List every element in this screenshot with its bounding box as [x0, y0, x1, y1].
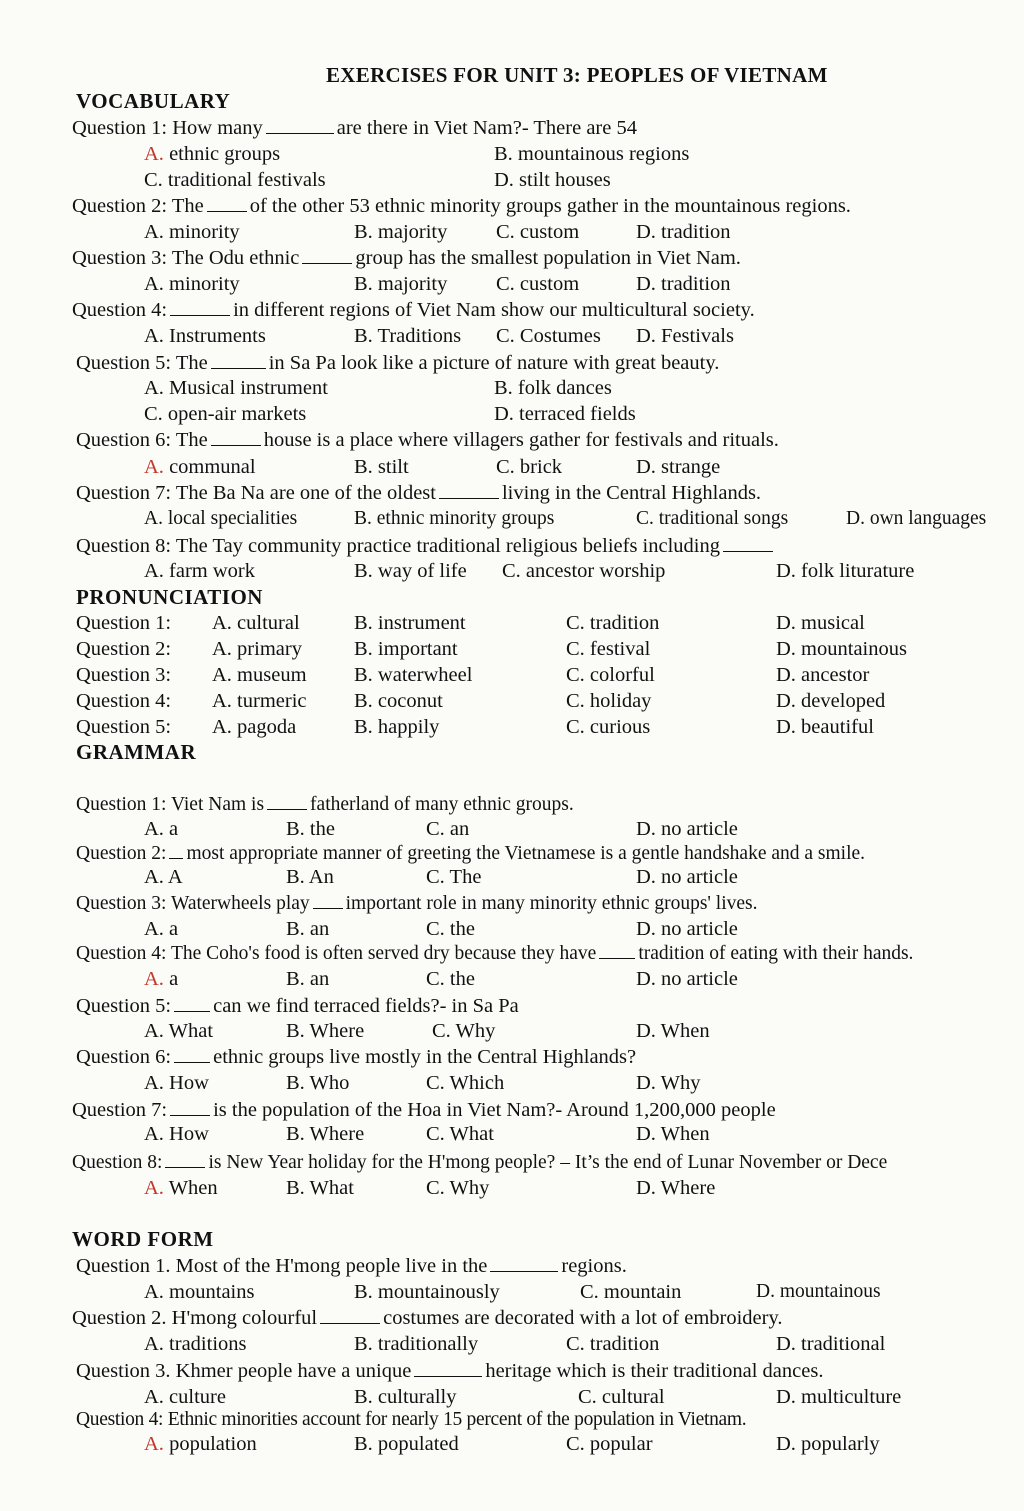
option-a[interactable]: A. minority: [144, 273, 240, 295]
section-vocabulary-heading: VOCABULARY: [76, 89, 231, 113]
option-b[interactable]: B. an: [286, 918, 330, 940]
question-text: Question 1: Viet Nam is fatherland of many ethnic groups.: [76, 791, 574, 818]
answer-blank[interactable]: [211, 350, 266, 369]
gram-q6: [0, 1044, 1024, 1070]
wf-q4-options: [0, 1431, 1024, 1457]
section-line: [0, 739, 1024, 765]
option-d[interactable]: D. strange: [636, 456, 721, 478]
answer-blank[interactable]: [599, 940, 635, 959]
wf-q4: [0, 1407, 1024, 1433]
question-text: Question 8: is New Year holiday for the H'mong people? – It’s the end of Lunar November or Dece: [72, 1149, 887, 1176]
answer-blank[interactable]: [267, 791, 307, 810]
option-d[interactable]: D. terraced fields: [494, 403, 636, 425]
option-b[interactable]: B. Where: [286, 1123, 365, 1145]
gram-q4-options: [0, 966, 1024, 992]
option-a[interactable]: A. a: [144, 918, 179, 940]
option-d[interactable]: D. no article: [636, 818, 738, 840]
vocab-q1-options-row1: [0, 141, 1024, 167]
option-c[interactable]: C. an: [426, 818, 470, 840]
question-text: Question 7: is the population of the Hoa in Viet Nam?- Around 1,200,000 people: [72, 1099, 776, 1121]
section-line: [0, 584, 1024, 610]
option-b[interactable]: B. instrument: [354, 612, 466, 634]
option-b[interactable]: B. culturally: [354, 1386, 457, 1408]
option-b[interactable]: B. happily: [354, 716, 440, 738]
answer-blank[interactable]: [302, 245, 352, 264]
option-c[interactable]: C. Which: [426, 1072, 505, 1094]
vocab-q6: [0, 427, 1024, 453]
question-text: Question 5: can we find terraced fields?- in Sa Pa: [76, 995, 519, 1017]
question-label: Question 2:: [76, 638, 172, 660]
option-a[interactable]: A. When: [144, 1177, 218, 1199]
option-a[interactable]: A. primary: [212, 638, 302, 660]
option-c[interactable]: C. tradition: [566, 1333, 660, 1355]
vocab-q5-options-row1: [0, 375, 1024, 401]
option-a[interactable]: A. cultural: [212, 612, 300, 634]
option-c[interactable]: C. the: [426, 918, 475, 940]
option-d[interactable]: D. own languages: [846, 508, 987, 529]
option-c[interactable]: C. What: [426, 1123, 494, 1145]
question-text: Question 2. H'mong colourful costumes are decorated with a lot of embroidery.: [72, 1307, 783, 1329]
question-label: Question 4:: [76, 690, 172, 712]
question-label: Question 5:: [76, 716, 172, 738]
vocab-q3: [0, 245, 1024, 271]
option-b[interactable]: B. majority: [354, 221, 448, 243]
wf-q1-options: [0, 1279, 1024, 1305]
question-text: Question 7: The Ba Na are one of the oldest living in the Central Highlands.: [76, 482, 762, 504]
option-c[interactable]: C. popular: [566, 1433, 653, 1455]
option-c[interactable]: C. colorful: [566, 664, 655, 686]
answer-blank[interactable]: [313, 890, 343, 909]
vocab-q5: [0, 350, 1024, 376]
pron-q2: [0, 636, 1024, 662]
answer-blank[interactable]: [266, 115, 334, 134]
section-line: [0, 1226, 1024, 1252]
gram-q7-options: [0, 1121, 1024, 1147]
option-b[interactable]: B. majority: [354, 273, 448, 295]
answer-blank[interactable]: [169, 840, 183, 859]
option-a[interactable]: A. How: [144, 1072, 209, 1094]
section-pronunciation-heading: PRONUNCIATION: [76, 585, 263, 609]
option-d[interactable]: D. no article: [636, 968, 738, 990]
option-d[interactable]: D. stilt houses: [494, 169, 611, 191]
option-c[interactable]: C. curious: [566, 716, 651, 738]
option-c[interactable]: C. mountain: [580, 1281, 682, 1303]
option-a[interactable]: A. local specialities: [144, 508, 298, 529]
answer-mark: A.: [144, 456, 164, 478]
option-c[interactable]: C. traditional songs: [636, 508, 789, 529]
vocab-q1: [0, 115, 1024, 141]
option-b[interactable]: B. Traditions: [354, 325, 462, 347]
vocab-q2-options: [0, 219, 1024, 245]
gram-q6-options: [0, 1070, 1024, 1096]
pron-q4: [0, 688, 1024, 714]
option-c[interactable]: C. holiday: [566, 690, 652, 712]
option-a[interactable]: A. population: [144, 1433, 257, 1455]
pron-q1: [0, 610, 1024, 636]
option-a[interactable]: A. museum: [212, 664, 307, 686]
option-a[interactable]: A. culture: [144, 1386, 226, 1408]
gram-q4: [0, 940, 1024, 966]
question-text: Question 1. Most of the H'mong people live in the regions.: [76, 1255, 627, 1277]
option-d[interactable]: D. mountainous: [776, 638, 907, 660]
gram-q5: [0, 993, 1024, 1019]
question-text: Question 4: in different regions of Viet Nam show our multicultural society.: [72, 299, 755, 321]
option-d[interactable]: D. Why: [636, 1072, 701, 1094]
answer-blank[interactable]: [439, 480, 499, 499]
question-text: Question 5: The in Sa Pa look like a picture of nature with great beauty.: [76, 352, 720, 374]
option-c[interactable]: C. the: [426, 968, 475, 990]
option-c[interactable]: C. cultural: [578, 1386, 665, 1408]
option-b[interactable]: B. An: [286, 866, 334, 888]
option-a[interactable]: A. mountains: [144, 1281, 255, 1303]
answer-blank[interactable]: [320, 1305, 380, 1324]
option-c[interactable]: C. festival: [566, 638, 651, 660]
question-text: Question 3. Khmer people have a unique heritage which is their traditional dances.: [76, 1360, 824, 1382]
option-d[interactable]: D. popularly: [776, 1433, 880, 1455]
wf-q1: [0, 1253, 1024, 1279]
answer-blank[interactable]: [723, 533, 773, 552]
wf-q2-options: [0, 1331, 1024, 1357]
option-b[interactable]: B. Who: [286, 1072, 350, 1094]
gram-q8-options: [0, 1175, 1024, 1201]
option-c[interactable]: C. brick: [496, 456, 563, 478]
answer-blank[interactable]: [414, 1358, 482, 1377]
option-d[interactable]: D. musical: [776, 612, 865, 634]
option-d[interactable]: D. folk liturature: [776, 560, 915, 582]
option-c[interactable]: C. custom: [496, 273, 580, 295]
option-d[interactable]: D. Festivals: [636, 325, 734, 347]
option-d[interactable]: D. Where: [636, 1177, 716, 1199]
option-d[interactable]: D. When: [636, 1123, 710, 1145]
gram-q8: [0, 1149, 1024, 1175]
option-d[interactable]: D. tradition: [636, 221, 731, 243]
option-a[interactable]: A. a: [144, 818, 179, 840]
option-d[interactable]: D. tradition: [636, 273, 731, 295]
title-line: [0, 62, 1024, 88]
option-b[interactable]: B. way of life: [354, 560, 467, 582]
question-text: Question 4: Ethnic minorities account for nearly 15 percent of the population in Vietnam.: [76, 1409, 747, 1430]
answer-blank[interactable]: [170, 297, 230, 316]
option-a[interactable]: A. turmeric: [212, 690, 307, 712]
option-a[interactable]: A. What: [144, 1020, 214, 1042]
answer-mark: A.: [144, 968, 164, 990]
question-text: Question 2: The of the other 53 ethnic minority groups gather in the mountainous regions.: [72, 195, 851, 217]
option-c[interactable]: C. The: [426, 866, 482, 888]
answer-blank[interactable]: [490, 1253, 558, 1272]
option-a[interactable]: A. farm work: [144, 560, 256, 582]
vocab-q1-options-row2: [0, 167, 1024, 193]
option-c[interactable]: C. Costumes: [496, 325, 601, 347]
option-a[interactable]: A. How: [144, 1123, 209, 1145]
option-b[interactable]: B. traditionally: [354, 1333, 479, 1355]
section-word-form-heading: WORD FORM: [72, 1227, 214, 1251]
option-b[interactable]: B. Where: [286, 1020, 365, 1042]
gram-q7: [0, 1097, 1024, 1123]
wf-q3: [0, 1358, 1024, 1384]
option-a[interactable]: A. A: [144, 866, 183, 888]
pron-q5: [0, 714, 1024, 740]
option-b[interactable]: B. stilt: [354, 456, 409, 478]
option-c[interactable]: C. open-air markets: [144, 403, 307, 425]
question-text: Question 3: The Odu ethnic group has the smallest population in Viet Nam.: [72, 247, 741, 269]
answer-blank[interactable]: [170, 1097, 210, 1116]
option-b[interactable]: B. waterwheel: [354, 664, 473, 686]
gram-q1-options: [0, 816, 1024, 842]
option-c[interactable]: C. traditional festivals: [144, 169, 326, 191]
option-d[interactable]: D. When: [636, 1020, 710, 1042]
option-b[interactable]: B. the: [286, 818, 335, 840]
option-d[interactable]: D. traditional: [776, 1333, 886, 1355]
option-a[interactable]: A. minority: [144, 221, 240, 243]
option-a[interactable]: A. communal: [144, 456, 256, 478]
pron-q3: [0, 662, 1024, 688]
answer-blank[interactable]: [207, 193, 247, 212]
option-a[interactable]: A. pagoda: [212, 716, 297, 738]
option-d[interactable]: D. ancestor: [776, 664, 870, 686]
option-c[interactable]: C. tradition: [566, 612, 660, 634]
option-a[interactable]: A. Musical instrument: [144, 377, 328, 399]
vocab-q8: [0, 533, 1024, 559]
vocab-q5-options-row2: [0, 401, 1024, 427]
gram-q3-options: [0, 916, 1024, 942]
vocab-q7-options: [0, 506, 1024, 532]
option-b[interactable]: B. populated: [354, 1433, 459, 1455]
answer-blank[interactable]: [174, 1044, 210, 1063]
option-a[interactable]: A. traditions: [144, 1333, 247, 1355]
option-d[interactable]: D. multiculture: [776, 1386, 902, 1408]
vocab-q3-options: [0, 271, 1024, 297]
answer-blank[interactable]: [165, 1149, 205, 1168]
question-text: Question 3: Waterwheels play important role in many minority ethnic groups' lives.: [76, 890, 758, 917]
option-c[interactable]: C. Why: [432, 1020, 496, 1042]
answer-mark: A.: [144, 1177, 164, 1199]
option-a[interactable]: A. Instruments: [144, 325, 266, 347]
option-b[interactable]: B. important: [354, 638, 458, 660]
gram-q5-options: [0, 1018, 1024, 1044]
option-d[interactable]: D. developed: [776, 690, 886, 712]
answer-blank[interactable]: [211, 427, 261, 446]
answer-blank[interactable]: [174, 993, 210, 1012]
option-b[interactable]: B. folk dances: [494, 377, 612, 399]
question-label: Question 1:: [76, 612, 172, 634]
gram-q2: [0, 840, 1024, 866]
vocab-q6-options: [0, 454, 1024, 480]
option-b[interactable]: B. mountainous regions: [494, 143, 690, 165]
vocab-q7: [0, 480, 1024, 506]
option-b[interactable]: B. mountainously: [354, 1281, 500, 1303]
option-d[interactable]: D. beautiful: [776, 716, 874, 738]
option-a[interactable]: A. a: [144, 968, 179, 990]
section-line: [0, 88, 1024, 114]
option-b[interactable]: B. coconut: [354, 690, 443, 712]
gram-q1: [0, 791, 1024, 817]
option-d[interactable]: D. no article: [636, 866, 738, 888]
option-c[interactable]: C. ancestor worship: [502, 560, 666, 582]
question-text: Question 2: most appropriate manner of greeting the Vietnamese is a gentle handshake and a smile.: [76, 840, 865, 867]
option-d[interactable]: D. mountainous: [756, 1281, 881, 1302]
vocab-q2: [0, 193, 1024, 219]
question-text: Question 6: ethnic groups live mostly in the Central Highlands?: [76, 1046, 637, 1068]
option-d[interactable]: D. no article: [636, 918, 738, 940]
vocab-q4: [0, 297, 1024, 323]
option-a[interactable]: A. ethnic groups: [144, 143, 281, 165]
vocab-q8-options: [0, 558, 1024, 584]
wf-q2: [0, 1305, 1024, 1331]
question-label: Question 3:: [76, 664, 172, 686]
gram-q2-options: [0, 864, 1024, 890]
section-grammar-heading: GRAMMAR: [76, 740, 197, 764]
option-b[interactable]: B. an: [286, 968, 330, 990]
option-b[interactable]: B. ethnic minority groups: [354, 508, 555, 529]
option-c[interactable]: C. custom: [496, 221, 580, 243]
question-text: Question 6: The house is a place where villagers gather for festivals and rituals.: [76, 429, 779, 451]
question-text: Question 4: The Coho's food is often served dry because they have tradition of eating with their hands.: [76, 940, 913, 967]
question-text: Question 1: How many are there in Viet Nam?- There are 54: [72, 117, 637, 139]
page-title: EXERCISES FOR UNIT 3: PEOPLES OF VIETNAM: [326, 63, 828, 87]
vocab-q4-options: [0, 323, 1024, 349]
question-text: Question 8: The Tay community practice traditional religious beliefs including: [76, 533, 776, 559]
option-b[interactable]: B. What: [286, 1177, 354, 1199]
answer-mark: A.: [144, 1433, 164, 1455]
option-c[interactable]: C. Why: [426, 1177, 490, 1199]
gram-q3: [0, 890, 1024, 916]
